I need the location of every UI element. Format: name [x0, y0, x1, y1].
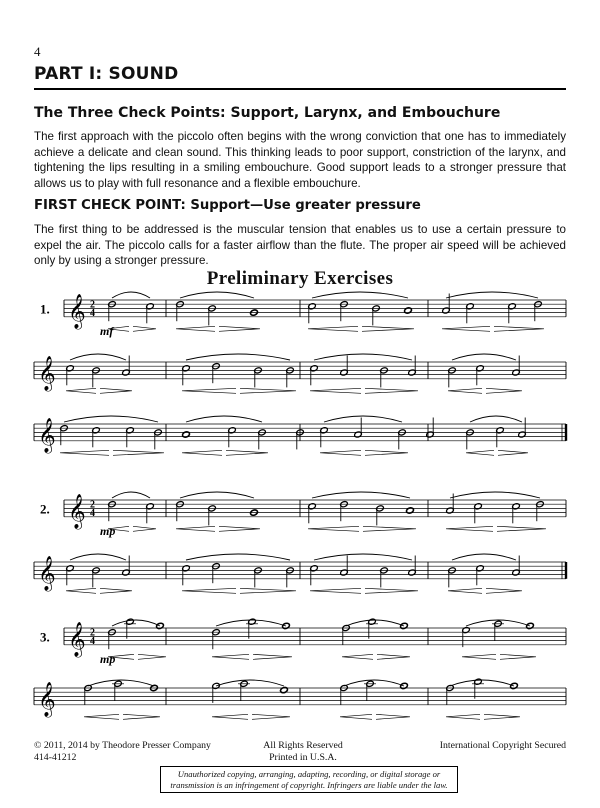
slur: [186, 416, 262, 422]
crescendo-hairpin: [212, 714, 248, 719]
crescendo-hairpin: [466, 450, 494, 455]
crescendo-hairpin: [308, 326, 358, 331]
note-head: [404, 307, 412, 314]
part-heading: PART I: SOUND: [34, 64, 179, 84]
time-signature-bottom: 4: [90, 307, 95, 319]
decrescendo-hairpin: [365, 450, 408, 455]
crescendo-hairpin: [340, 714, 372, 719]
staff-system-5: [34, 554, 566, 593]
crescendo-hairpin: [448, 588, 482, 593]
slur: [112, 620, 160, 626]
decrescendo-hairpin: [253, 654, 292, 659]
note-head: [182, 431, 190, 438]
intro-paragraph: The first approach with the piccolo often begins with the wrong conviction that one has to immediately achieve a delicate and clean sound. This thinking leads to poor support, constriction of the larynx, and tightening the lips resulting in a smiling embouchure. Good support leads to a stronger pressure that allows us to play with full resonance and a flexible embouchure.: [34, 130, 566, 190]
crescendo-hairpin: [176, 526, 215, 531]
crescendo-hairpin: [446, 526, 493, 531]
slur: [64, 416, 158, 422]
slur: [112, 492, 150, 498]
slur: [314, 354, 412, 360]
time-signature-top: 2: [90, 627, 95, 639]
copyright-warning-box: Unauthorized copying, arranging, adapting, recording, or digital storage or transmission is an infringement of copyright. Infringers are liable under the law.: [160, 766, 458, 793]
slur: [216, 680, 284, 686]
slur: [470, 416, 522, 422]
crescendo-hairpin: [66, 588, 96, 593]
decrescendo-hairpin: [113, 450, 164, 455]
decrescendo-hairpin: [377, 654, 410, 659]
international-copyright: International Copyright Secured: [439, 740, 566, 751]
support-paragraph: The first thing to be addressed is the muscular tension that enables us to use a certain pressure to expel the air. The piccolo calls for a faster airflow than the flute. The proper air speed will be achieved only by using a stronger pressure.: [34, 223, 566, 268]
crescendo-hairpin: [310, 588, 361, 593]
decrescendo-hairpin: [219, 526, 260, 531]
exercise-number: 2.: [40, 501, 50, 517]
decrescendo-hairpin: [240, 388, 296, 393]
check-point-heading: FIRST CHECK POINT: Support—Use greater pressure: [34, 198, 421, 213]
crescendo-hairpin: [308, 526, 359, 531]
time-signature-bottom: 4: [90, 635, 95, 647]
crescendo-hairpin: [310, 388, 361, 393]
decrescendo-hairpin: [365, 588, 418, 593]
rights-reserved: All Rights Reserved: [263, 740, 343, 751]
slur: [312, 492, 410, 498]
slur: [452, 354, 516, 360]
note-head: [280, 687, 288, 694]
exercise-number: 1.: [40, 301, 50, 317]
decrescendo-hairpin: [486, 388, 522, 393]
staff-system-1: [40, 292, 566, 338]
decrescendo-hairpin: [362, 326, 414, 331]
decrescendo-hairpin: [498, 450, 528, 455]
exercises-title: Preliminary Exercises: [206, 268, 394, 289]
decrescendo-hairpin: [500, 654, 536, 659]
decrescendo-hairpin: [376, 714, 410, 719]
slur: [112, 292, 150, 298]
decrescendo-hairpin: [133, 326, 156, 331]
decrescendo-hairpin: [497, 526, 546, 531]
slur: [452, 554, 516, 560]
crescendo-hairpin: [320, 450, 361, 455]
decrescendo-hairpin: [138, 654, 166, 659]
treble-clef-icon: 𝄞: [38, 555, 56, 591]
slur: [70, 554, 126, 560]
crescendo-hairpin: [212, 654, 249, 659]
dynamic-marking: mp: [100, 523, 116, 538]
crescendo-hairpin: [448, 388, 482, 393]
slur: [180, 492, 254, 498]
crescendo-hairpin: [442, 326, 490, 331]
decrescendo-hairpin: [363, 526, 416, 531]
staff-system-3: [34, 416, 566, 455]
time-signature-top: 2: [90, 299, 95, 311]
page-number: 4: [34, 44, 41, 59]
treble-clef-icon: 𝄞: [68, 493, 86, 529]
crescendo-hairpin: [182, 388, 236, 393]
crescendo-hairpin: [60, 450, 109, 455]
crescendo-hairpin: [446, 714, 480, 719]
slur: [186, 554, 290, 560]
time-signature-top: 2: [90, 499, 95, 511]
slur: [450, 492, 540, 498]
exercise-number: 3.: [40, 629, 50, 645]
decrescendo-hairpin: [100, 388, 132, 393]
decrescendo-hairpin: [100, 588, 132, 593]
copyright-line: © 2011, 2014 by Theodore Presser Company: [34, 740, 211, 751]
treble-clef-icon: 𝄞: [68, 621, 86, 657]
dynamic-marking: mf: [100, 323, 114, 338]
decrescendo-hairpin: [240, 588, 296, 593]
treble-clef-icon: 𝄞: [68, 293, 86, 329]
decrescendo-hairpin: [226, 450, 268, 455]
staff-system-7: [34, 678, 566, 719]
decrescendo-hairpin: [365, 388, 418, 393]
time-signature-bottom: 4: [90, 507, 95, 519]
slur: [70, 354, 126, 360]
staff-system-6: [40, 618, 566, 666]
slur: [312, 292, 408, 298]
catalog-number: 414-41212: [34, 752, 77, 763]
decrescendo-hairpin: [484, 714, 520, 719]
staff-system-4: [40, 492, 566, 538]
decrescendo-hairpin: [133, 526, 156, 531]
staff-system-2: [34, 354, 566, 393]
dynamic-marking: mp: [100, 651, 116, 666]
printed-in: Printed in U.S.A.: [269, 752, 337, 763]
slur: [186, 354, 290, 360]
crescendo-hairpin: [182, 450, 222, 455]
crescendo-hairpin: [176, 326, 215, 331]
crescendo-hairpin: [66, 388, 96, 393]
decrescendo-hairpin: [252, 714, 290, 719]
section-heading: The Three Check Points: Support, Larynx, and Embouchure: [34, 105, 501, 121]
decrescendo-hairpin: [219, 326, 260, 331]
treble-clef-icon: 𝄞: [38, 417, 56, 453]
rights-notice: [262, 740, 344, 764]
treble-clef-icon: 𝄞: [38, 355, 56, 391]
slur: [314, 554, 412, 560]
decrescendo-hairpin: [494, 326, 544, 331]
decrescendo-hairpin: [486, 588, 522, 593]
note-head: [406, 507, 414, 514]
slur: [446, 292, 538, 298]
crescendo-hairpin: [342, 654, 373, 659]
slur: [180, 292, 254, 298]
crescendo-hairpin: [84, 714, 119, 719]
treble-clef-icon: 𝄞: [38, 681, 56, 717]
crescendo-hairpin: [462, 654, 496, 659]
crescendo-hairpin: [182, 588, 236, 593]
slur: [324, 416, 402, 422]
decrescendo-hairpin: [123, 714, 160, 719]
